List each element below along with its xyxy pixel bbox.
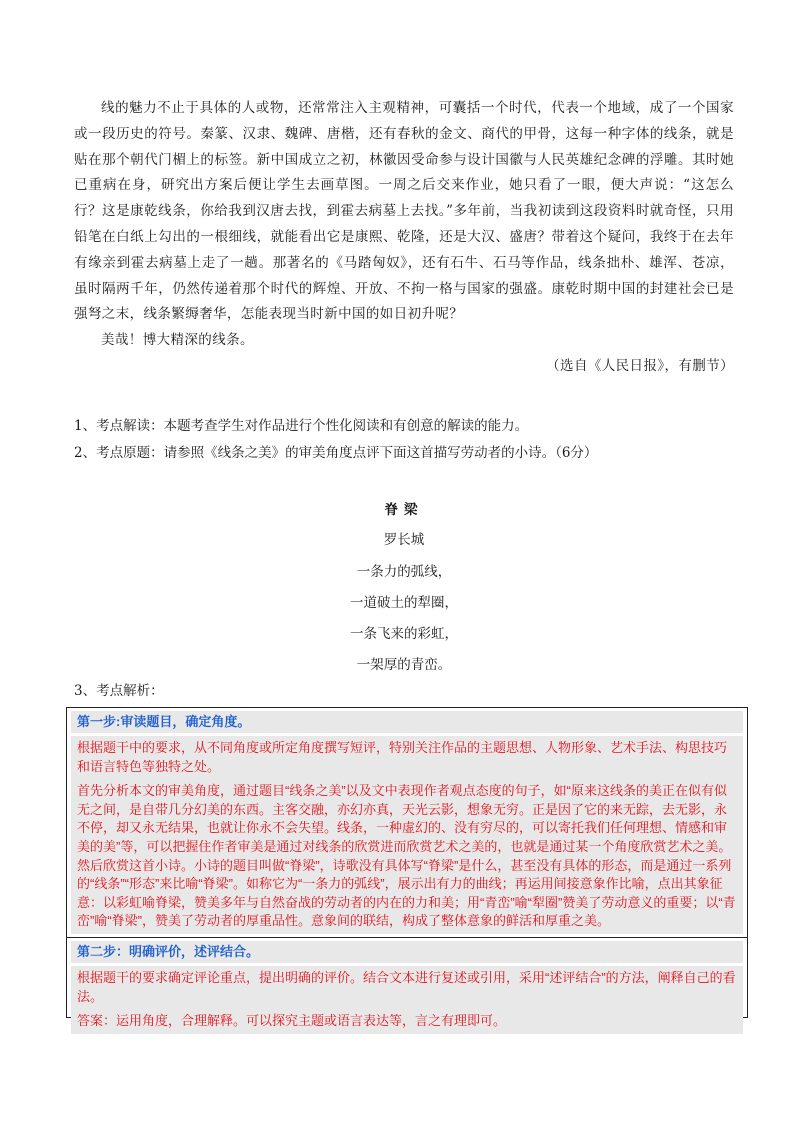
poem-line: 一条飞来的彩虹， [350, 626, 458, 642]
poem-author: 罗长城 [383, 532, 425, 548]
answer-paragraph: 答案：运用角度，合理解释。可以探究主题或语言表达等，言之有理即可。 [77, 1013, 507, 1029]
article-excerpt [74, 96, 734, 380]
step1-heading: 第一步:审读题目，确定角度。 [71, 711, 743, 733]
divider [67, 937, 747, 938]
article-source: （选自《人民日报》，有删节） [546, 357, 734, 374]
article-paragraph-exclamation: 美哉！博大精深的线条。 [101, 332, 254, 349]
poem-line: 一条力的弧线， [356, 564, 452, 580]
analysis-box [66, 707, 748, 1029]
step2-paragraph: 根据题干的要求确定评论重点，提出明确的评价。结合文本进行复述或引用，采用“述评结合”的方法，阐释自己的看法。 [77, 969, 736, 1004]
step2-heading: 第二步：明确评价，述评结合。 [71, 941, 743, 963]
article-paragraph: 线的魅力不止于具体的人或物，还常常注入主观精神，可囊括一个时代，代表一个地域，成了一个国家或一段历史的符号。秦篆、汉隶、魏碑、唐楷，还有春秋的金文、商代的甲骨，这每一种字体的线条，就是贴在那个朝代门楣上的标签。新中国成立之初，林徽因受命参与设计国徽与人民英雄纪念碑的浮雕。其时她已重病在身，研究出方案后便让学生去画草图。一周之后交来作业，她只看了一眼，便大声说：“这怎么行？这是康乾线条，你给我到汉唐去找，到霍去病墓上去找。”多年前，当我初读到这段资料时就奇怪，只用铅笔在白纸上勾出的一根细线，就能看出它是康熙、乾隆，还是大汉、盛唐？带着这个疑问，我终于在去年有缘亲到霍去病墓上走了一趟。那著名的《马踏匈奴》，还有石牛、石马等作品，线条拙朴、雄浑、苍凉，虽时隔两千年，仍然传递着那个时代的辉煌、开放、不拘一格与国家的强盛。康乾时期中国的封建社会已是强弩之末，线条繁缛奢华，怎能表现当时新中国的如日初升呢？ [74, 100, 734, 323]
step1-paragraph: 根据题干中的要求，从不同角度或所定角度撰写短评，特别关注作品的主题思想、人物形象、艺术手法、构思技巧和语言特色等独特之处。 [77, 740, 728, 774]
step2-body [71, 966, 743, 1034]
question-1: 1、考点解读：本题考查学生对作品进行个性化阅读和有创意的解读的能力。 [74, 418, 529, 434]
question-2: 2、考点原题：请参照《线条之美》的审美角度点评下面这首描写劳动者的小诗。（6分） [74, 445, 598, 461]
poem [74, 499, 734, 685]
poem-line: 一架厚的青峦。 [356, 657, 452, 673]
step1-body [71, 736, 743, 934]
question-3: 3、考点解析： [74, 683, 164, 699]
poem-title: 脊梁 [384, 502, 424, 518]
step1-paragraph: 首先分析本文的审美角度，通过题目“线条之美”以及文中表现作者观点态度的句子，如“原来这线条的美正在似有似无之间，是自带几分幻美的东西。主客交融，亦幻亦真，天光云影，想象无穷。正是因了它的来无踪，去无影，永不停，却又永无结果，也就让你永不会失望。线条，一种虚幻的、没有穷尽的，可以寄托我们任何理想、情感和审美的美”等，可以把握住作者审美是通过对线条的欣赏进而欣赏艺术之美的，也就是通过某一个角度欣赏艺术之美。然后欣赏这首小诗。小诗的题目叫做“脊梁”，诗歌没有具体写“脊梁”是什么，甚至没有具体的形态，而是通过一系列的“线条”“形态”来比喻“脊梁”。如称它为“一条力的弧线”，展示出有力的曲线；再运用间接意象作比喻，点出其象征意：以彩虹喻脊梁，赞美多年与自然奋战的劳动者的内在的力和美；用“青峦”喻“犁圈”赞美了劳动意义的重要；以“青峦”喻“脊梁”，赞美了劳动者的厚重品性。意象间的联结，构成了整体意象的鲜活和厚重之美。 [77, 783, 736, 929]
poem-line: 一道破土的犁圈， [350, 595, 458, 611]
